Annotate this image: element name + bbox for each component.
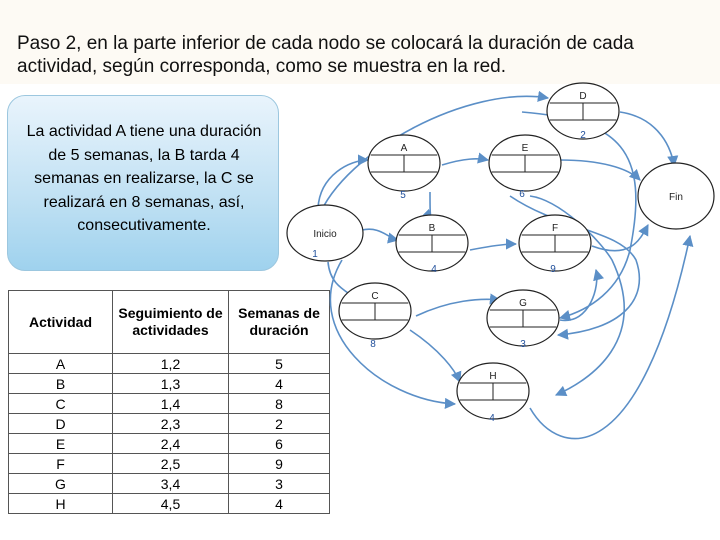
cell-tracking: 4,5 xyxy=(113,494,229,514)
arrow-f-fin xyxy=(592,225,648,251)
cell-weeks: 2 xyxy=(229,414,330,434)
node-G xyxy=(487,290,559,350)
node-label: H xyxy=(489,371,497,382)
node-duration: 3 xyxy=(520,339,526,350)
node-C xyxy=(339,283,411,350)
cell-weeks: 4 xyxy=(229,494,330,514)
cell-weeks: 3 xyxy=(229,474,330,494)
cell-activity: E xyxy=(9,434,113,454)
node-duration: 4 xyxy=(431,264,437,275)
cell-activity: C xyxy=(9,394,113,414)
slide-title: Paso 2, en la parte inferior de cada nodo se colocará la duración de cada actividad, según corresponda, como se muestra en la red. xyxy=(17,33,634,77)
node-label: D xyxy=(579,91,587,102)
node-duration: 8 xyxy=(370,339,376,350)
arrow-e-fin xyxy=(560,160,640,180)
node-label: F xyxy=(551,223,559,234)
arrow-g-f xyxy=(560,270,597,320)
header-semanas: Semanas de duración xyxy=(229,291,330,354)
arrow-inicio-a xyxy=(318,160,368,208)
arrow-c-h xyxy=(410,330,460,382)
cell-weeks: 4 xyxy=(229,374,330,394)
cell-activity: D xyxy=(9,414,113,434)
cell-tracking: 2,3 xyxy=(113,414,229,434)
node-D xyxy=(547,83,619,141)
node-label: A xyxy=(400,143,408,154)
cell-weeks: 8 xyxy=(229,394,330,414)
node-label: Inicio xyxy=(313,229,337,240)
callout-text: La actividad A tiene una duración de 5 semanas, la B tarda 4 semanas en realizarse, la C se realizará en 8 semanas, así, consecutivamente. xyxy=(26,123,262,234)
cell-tracking: 1,2 xyxy=(113,354,229,374)
node-label: Fin xyxy=(669,192,683,203)
network-nodes xyxy=(287,83,714,424)
cell-tracking: 2,5 xyxy=(113,454,229,474)
node-duration: 4 xyxy=(489,413,495,424)
cell-weeks: 6 xyxy=(229,434,330,454)
cell-weeks: 5 xyxy=(229,354,330,374)
cell-activity: A xyxy=(9,354,113,374)
header-seguimiento: Seguimiento de actividades xyxy=(113,291,229,354)
node-label: B xyxy=(428,223,436,234)
cell-weeks: 9 xyxy=(229,454,330,474)
cell-tracking: 3,4 xyxy=(113,474,229,494)
node-label: C xyxy=(371,291,379,302)
node-fin xyxy=(638,163,714,229)
cell-activity: F xyxy=(9,454,113,474)
node-E xyxy=(489,135,561,200)
cell-tracking: 1,3 xyxy=(113,374,229,394)
cell-activity: B xyxy=(9,374,113,394)
cell-tracking: 1,4 xyxy=(113,394,229,414)
node-duration: 9 xyxy=(550,264,556,275)
node-F xyxy=(519,215,591,275)
node-B xyxy=(396,215,468,275)
cell-activity: H xyxy=(9,494,113,514)
node-H xyxy=(457,363,529,424)
node-duration: 5 xyxy=(400,190,406,201)
node-duration: 6 xyxy=(519,189,525,200)
node-duration: 2 xyxy=(580,130,586,141)
node-label: G xyxy=(519,298,527,309)
node-inicio xyxy=(287,205,363,261)
node-duration: 1 xyxy=(312,249,318,260)
arrow-b-f xyxy=(470,244,516,250)
cell-tracking: 2,4 xyxy=(113,434,229,454)
node-label: E xyxy=(521,143,529,154)
arrow-inicio-b xyxy=(362,229,398,240)
arrow-a-e xyxy=(442,159,488,165)
header-actividad: Actividad xyxy=(9,291,113,354)
node-A xyxy=(368,135,440,201)
cell-activity: G xyxy=(9,474,113,494)
